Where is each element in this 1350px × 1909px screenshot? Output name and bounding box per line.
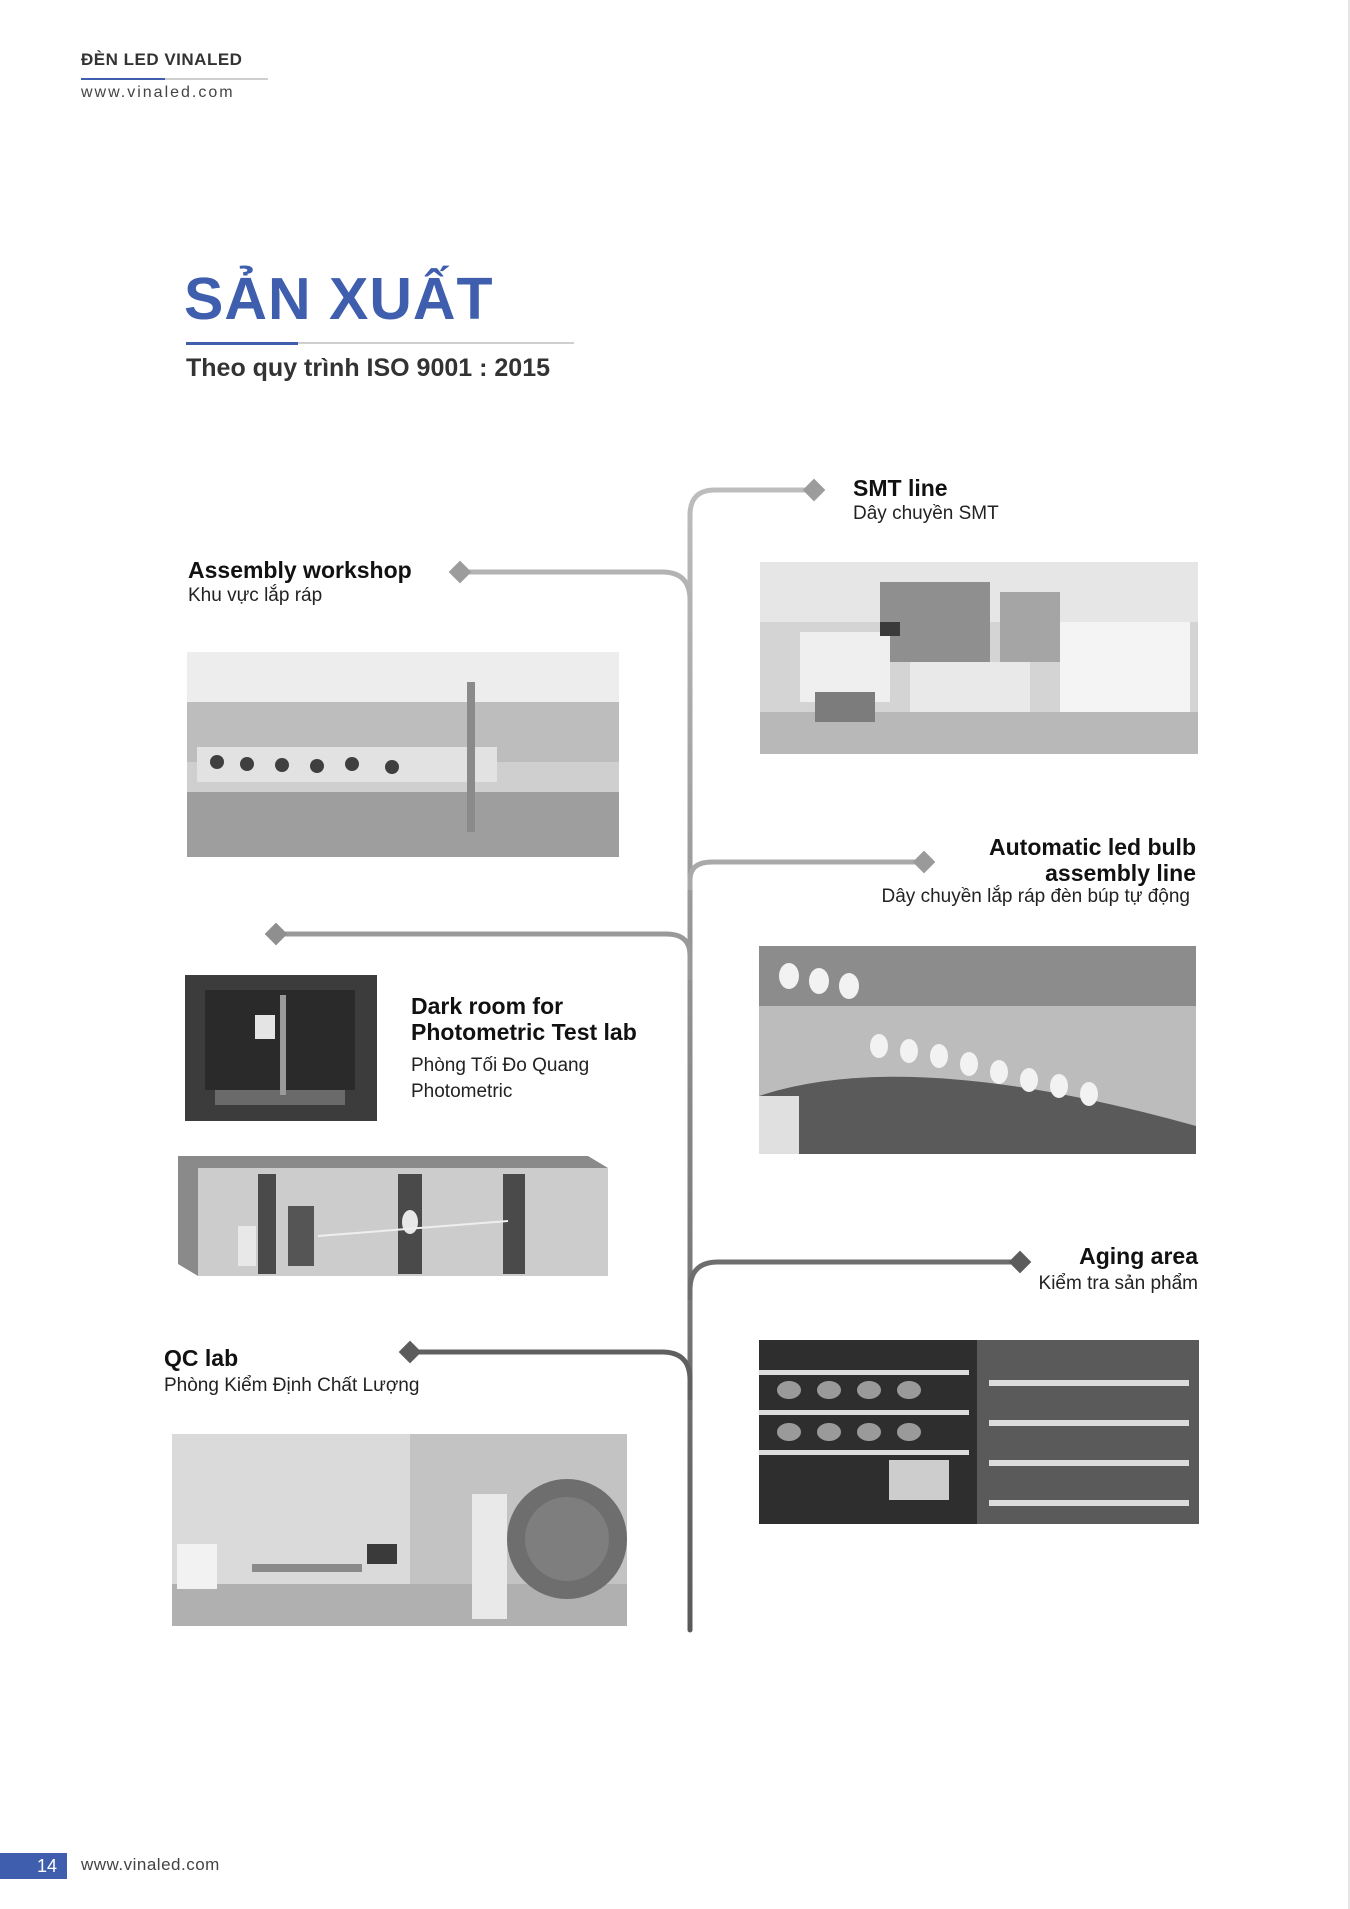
timeline-branch-darkroom xyxy=(276,934,690,980)
assembly-workshop-photo xyxy=(187,652,619,857)
darkroom-subtitle-2: Photometric xyxy=(411,1081,513,1102)
bulb-title-1: Automatic led bulb xyxy=(989,834,1196,860)
darkroom-title-2: Photometric Test lab xyxy=(411,1019,637,1045)
timeline-branch-assembly xyxy=(460,572,690,610)
darkroom-title-1: Dark room for xyxy=(411,993,564,1019)
page-title: SẢN XUẤT xyxy=(184,266,494,332)
qc-title: QC lab xyxy=(164,1345,239,1371)
bulb-title-2: assembly line xyxy=(1045,860,1196,886)
bulb-subtitle: Dây chuyền lắp ráp đèn búp tự động xyxy=(881,886,1190,907)
assembly-subtitle: Khu vực lắp ráp xyxy=(188,585,323,606)
qc-lab-photo xyxy=(172,1434,627,1626)
dark-room-diagram xyxy=(178,1156,608,1276)
darkroom-subtitle-1: Phòng Tối Đo Quang xyxy=(411,1055,590,1076)
qc-subtitle: Phòng Kiểm Định Chất Lượng xyxy=(164,1375,420,1396)
diamond-darkroom xyxy=(265,923,288,946)
diamond-qc xyxy=(399,1341,422,1364)
smt-title: SMT line xyxy=(853,475,948,501)
smt-line-photo xyxy=(760,562,1198,754)
page-number: 14 xyxy=(0,1853,67,1879)
footer-url[interactable]: www.vinaled.com xyxy=(81,1855,220,1874)
aging-area-photo xyxy=(759,1340,1199,1524)
aging-title: Aging area xyxy=(1079,1243,1198,1269)
timeline-branch-qc xyxy=(410,1352,690,1400)
aging-subtitle: Kiểm tra sản phẩm xyxy=(1038,1273,1198,1294)
dark-room-photo xyxy=(185,975,377,1121)
page-subtitle: Theo quy trình ISO 9001 : 2015 xyxy=(186,354,551,382)
diamond-assembly xyxy=(449,561,472,584)
assembly-title: Assembly workshop xyxy=(188,557,412,583)
diamond-smt xyxy=(803,479,826,502)
brand-name: ĐÈN LED VINALED xyxy=(81,50,243,69)
smt-subtitle: Dây chuyền SMT xyxy=(853,503,999,524)
brand-url[interactable]: www.vinaled.com xyxy=(81,84,235,101)
bulb-assembly-photo xyxy=(759,946,1196,1154)
